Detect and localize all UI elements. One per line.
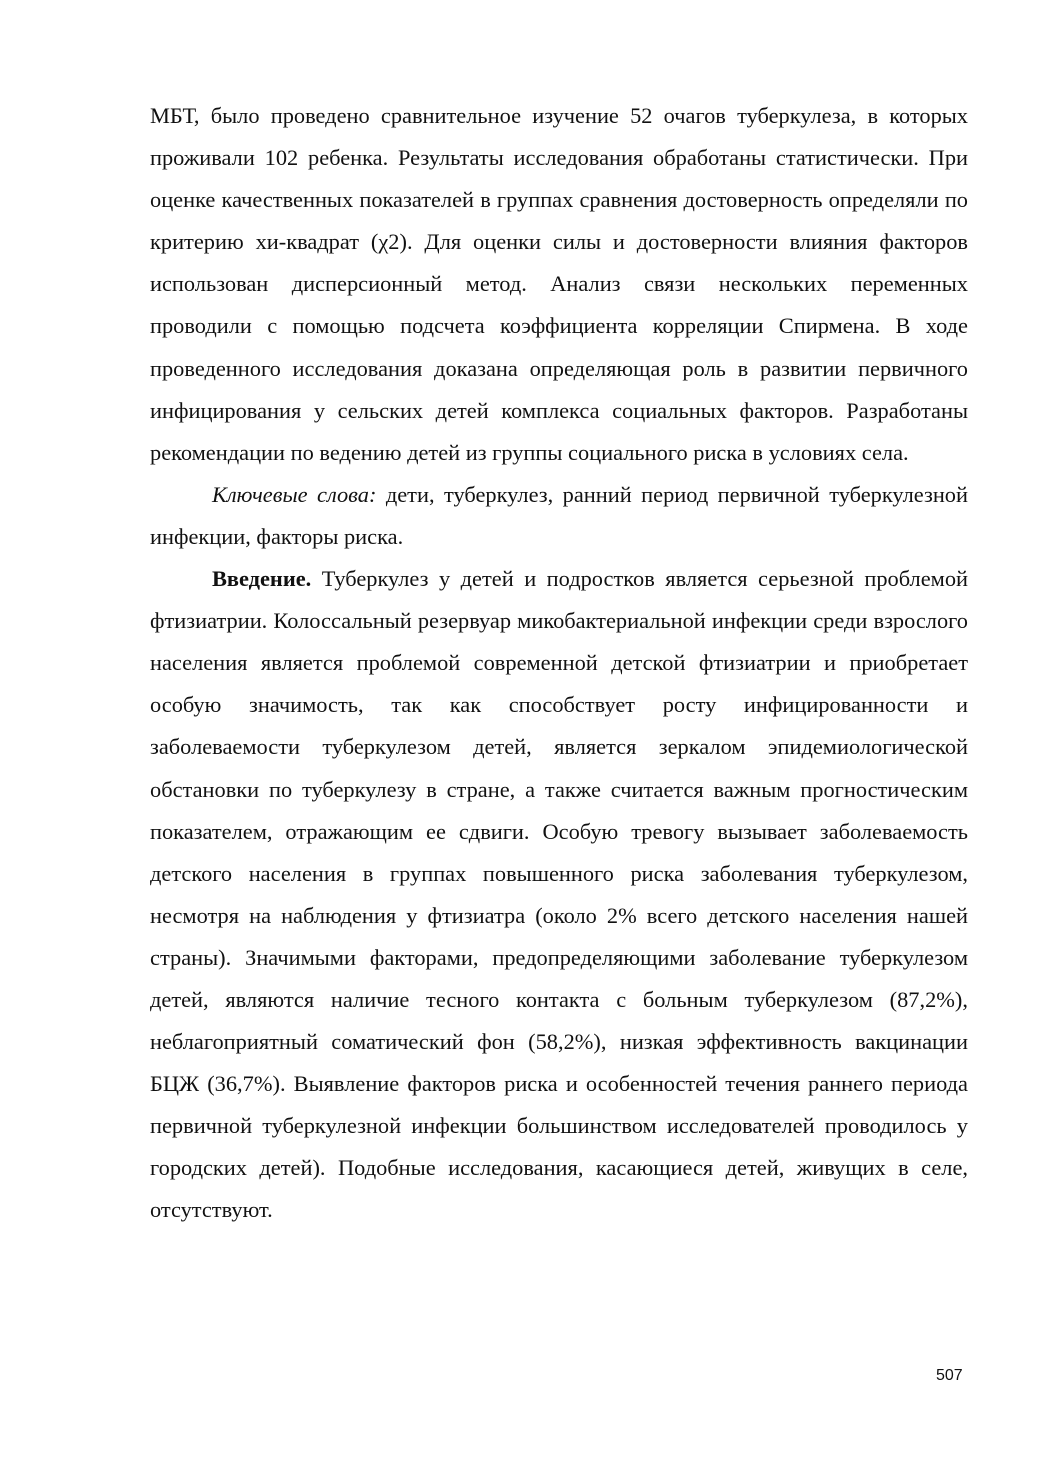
keywords-text: дети, туберкулез, ранний период первичной туберкулезной инфекции, факторы риска. — [150, 481, 968, 549]
page-number: 507 — [936, 1367, 963, 1384]
document-page — [150, 95, 968, 1232]
abstract-paragraph: МБТ, было проведено сравнительное изучение 52 очагов туберкулеза, в которых проживали 102 ребенка. Результаты исследования обработаны статистически. При оценке качественных показателей в группах сравнения достоверность определяли по критерию хи-квадрат (χ2). Для оценки силы и достоверности влияния факторов использован дисперсионный метод. Анализ связи нескольких переменных проводили с помощью подсчета коэффициента корреляции Спирмена. В ходе проведенного исследования доказана определяющая роль в развитии первичного инфицирования у сельских детей комплекса социальных факторов. Разработаны рекомендации по ведению детей из группы социального риска в условиях села. — [150, 103, 968, 465]
introduction-heading: Введение. — [212, 566, 312, 592]
introduction-paragraph — [150, 558, 968, 1232]
keywords-paragraph — [150, 474, 968, 558]
keywords-label: Ключевые слова: — [212, 481, 377, 507]
introduction-text: Туберкулез у детей и подростков является серьезной проблемой фтизиатрии. Колоссальный резервуар микобактериальной инфекции среди взрослого населения является проблемой современной детской фтизиатрии и приобретает особую значимость, так как способствует росту инфицированности и заболеваемости туберкулезом детей, является зеркалом эпидемиологической обстановки по туберкулезу в стране, а также считается важным прогностическим показателем, отражающим ее сдвиги. Особую тревогу вызывает заболеваемость детского населения в группах повышенного риска заболевания туберкулезом, несмотря на наблюдения у фтизиатра (около 2% всего детского населения нашей страны). Значимыми факторами, предопределяющими заболевание туберкулезом детей, являются наличие тесного контакта с больным туберкулезом (87,2%), неблагоприятный соматический фон (58,2%), низкая эффективность вакцинации БЦЖ (36,7%). Выявление факторов риска и особенностей течения раннего периода первичной туберкулезной инфекции большинством исследователей проводилось у городских детей). Подобные исследования, касающиеся детей, живущих в селе, отсутствуют. — [150, 566, 968, 1223]
